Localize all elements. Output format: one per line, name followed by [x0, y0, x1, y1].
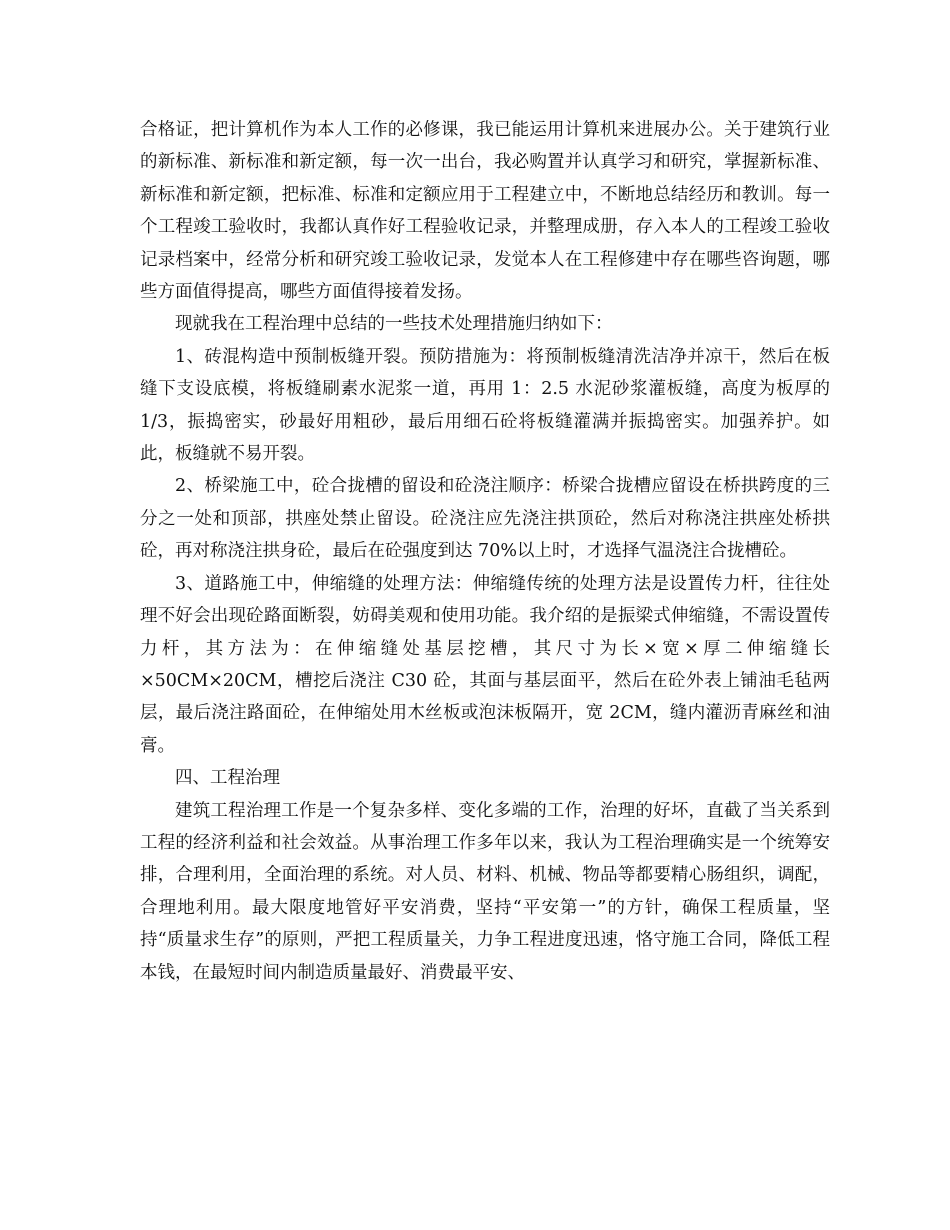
section-heading-project-management: 四、工程治理 — [175, 768, 280, 789]
paragraph-project-management: 建筑工程治理工作是一个复杂多样、变化多端的工作，治理的好坏，直截了当关系到工程的经济利益和社会效益。从事治理工作多年以来，我认为工程治理确实是一个统筹安排，合理利用，全面治理的系统。对人员、材料、机械、物品等都要精心肠组织，调配，合理地利用。最大限度地管好平安消费，坚持“平安第一”的方针，确保工程质量，坚持“质量求生存”的原则，严把工程质量关，力争工程进度迅速，恪守施工合同，降低工程本钱，在最短时间内制造质量最好、消费最平安、 — [140, 800, 830, 983]
paragraph-computer-skills: 合格证，把计算机作为本人工作的必修课，我已能运用计算机来进展办公。关于建筑行业的新标准、新标准和新定额，每一次一出台，我必购置并认真学习和研究，掌握新标准、新标准和新定额，把标准、标准和定额应用于工程建立中，不断地总结经历和教训。每一个工程竣工验收时，我都认真作好工程验收记录，并整理成册，存入本人的工程竣工验收记录档案中，经常分析和研究竣工验收记录，发觉本人在工程修建中存在哪些咨询题，哪些方面值得提高，哪些方面值得接着发扬。 — [140, 120, 830, 303]
paragraph-measure-1: 1、砖混构造中预制板缝开裂。预防措施为：将预制板缝清洗洁净并凉干，然后在板缝下支设底模，将板缝刷素水泥浆一道，再用 1：2.5 水泥砂浆灌板缝，高度为板厚的 1/3，振捣密实，砂最好用粗砂，最后用细石砼将板缝灌满并振捣密实。加强养护。如此，板缝就不易开裂。 — [140, 346, 830, 465]
document-body — [140, 114, 830, 989]
paragraph-measure-2: 2、桥梁施工中，砼合拢槽的留设和砼浇注顺序：桥梁合拢槽应留设在桥拱跨度的三分之一处和顶部，拱座处禁止留设。砼浇注应先浇注拱顶砼，然后对称浇注拱座处桥拱砼，再对称浇注拱身砼，最后在砼强度到达 70%以上时，才选择气温浇注合拢槽砼。 — [140, 476, 830, 562]
paragraph-intro-measures: 现就我在工程治理中总结的一些技术处理措施归纳如下： — [175, 314, 613, 335]
paragraph-measure-3: 3、道路施工中，伸缩缝的处理方法：伸缩缝传统的处理方法是设置传力杆，往往处理不好会出现砼路面断裂，妨碍美观和使用功能。我介绍的是振梁式伸缩缝，不需设置传力杆，其方法为：在伸缩缝处基层挖槽，其尺寸为长×宽×厚二伸缩缝长×50CM×20CM，槽挖后浇注 C30 砼，其面与基层面平，然后在砼外表上铺油毛毡两层，最后浇注路面砼，在伸缩处用木丝板或泡沫板隔开，宽 2CM，缝内灌沥青麻丝和油膏。 — [140, 573, 830, 756]
